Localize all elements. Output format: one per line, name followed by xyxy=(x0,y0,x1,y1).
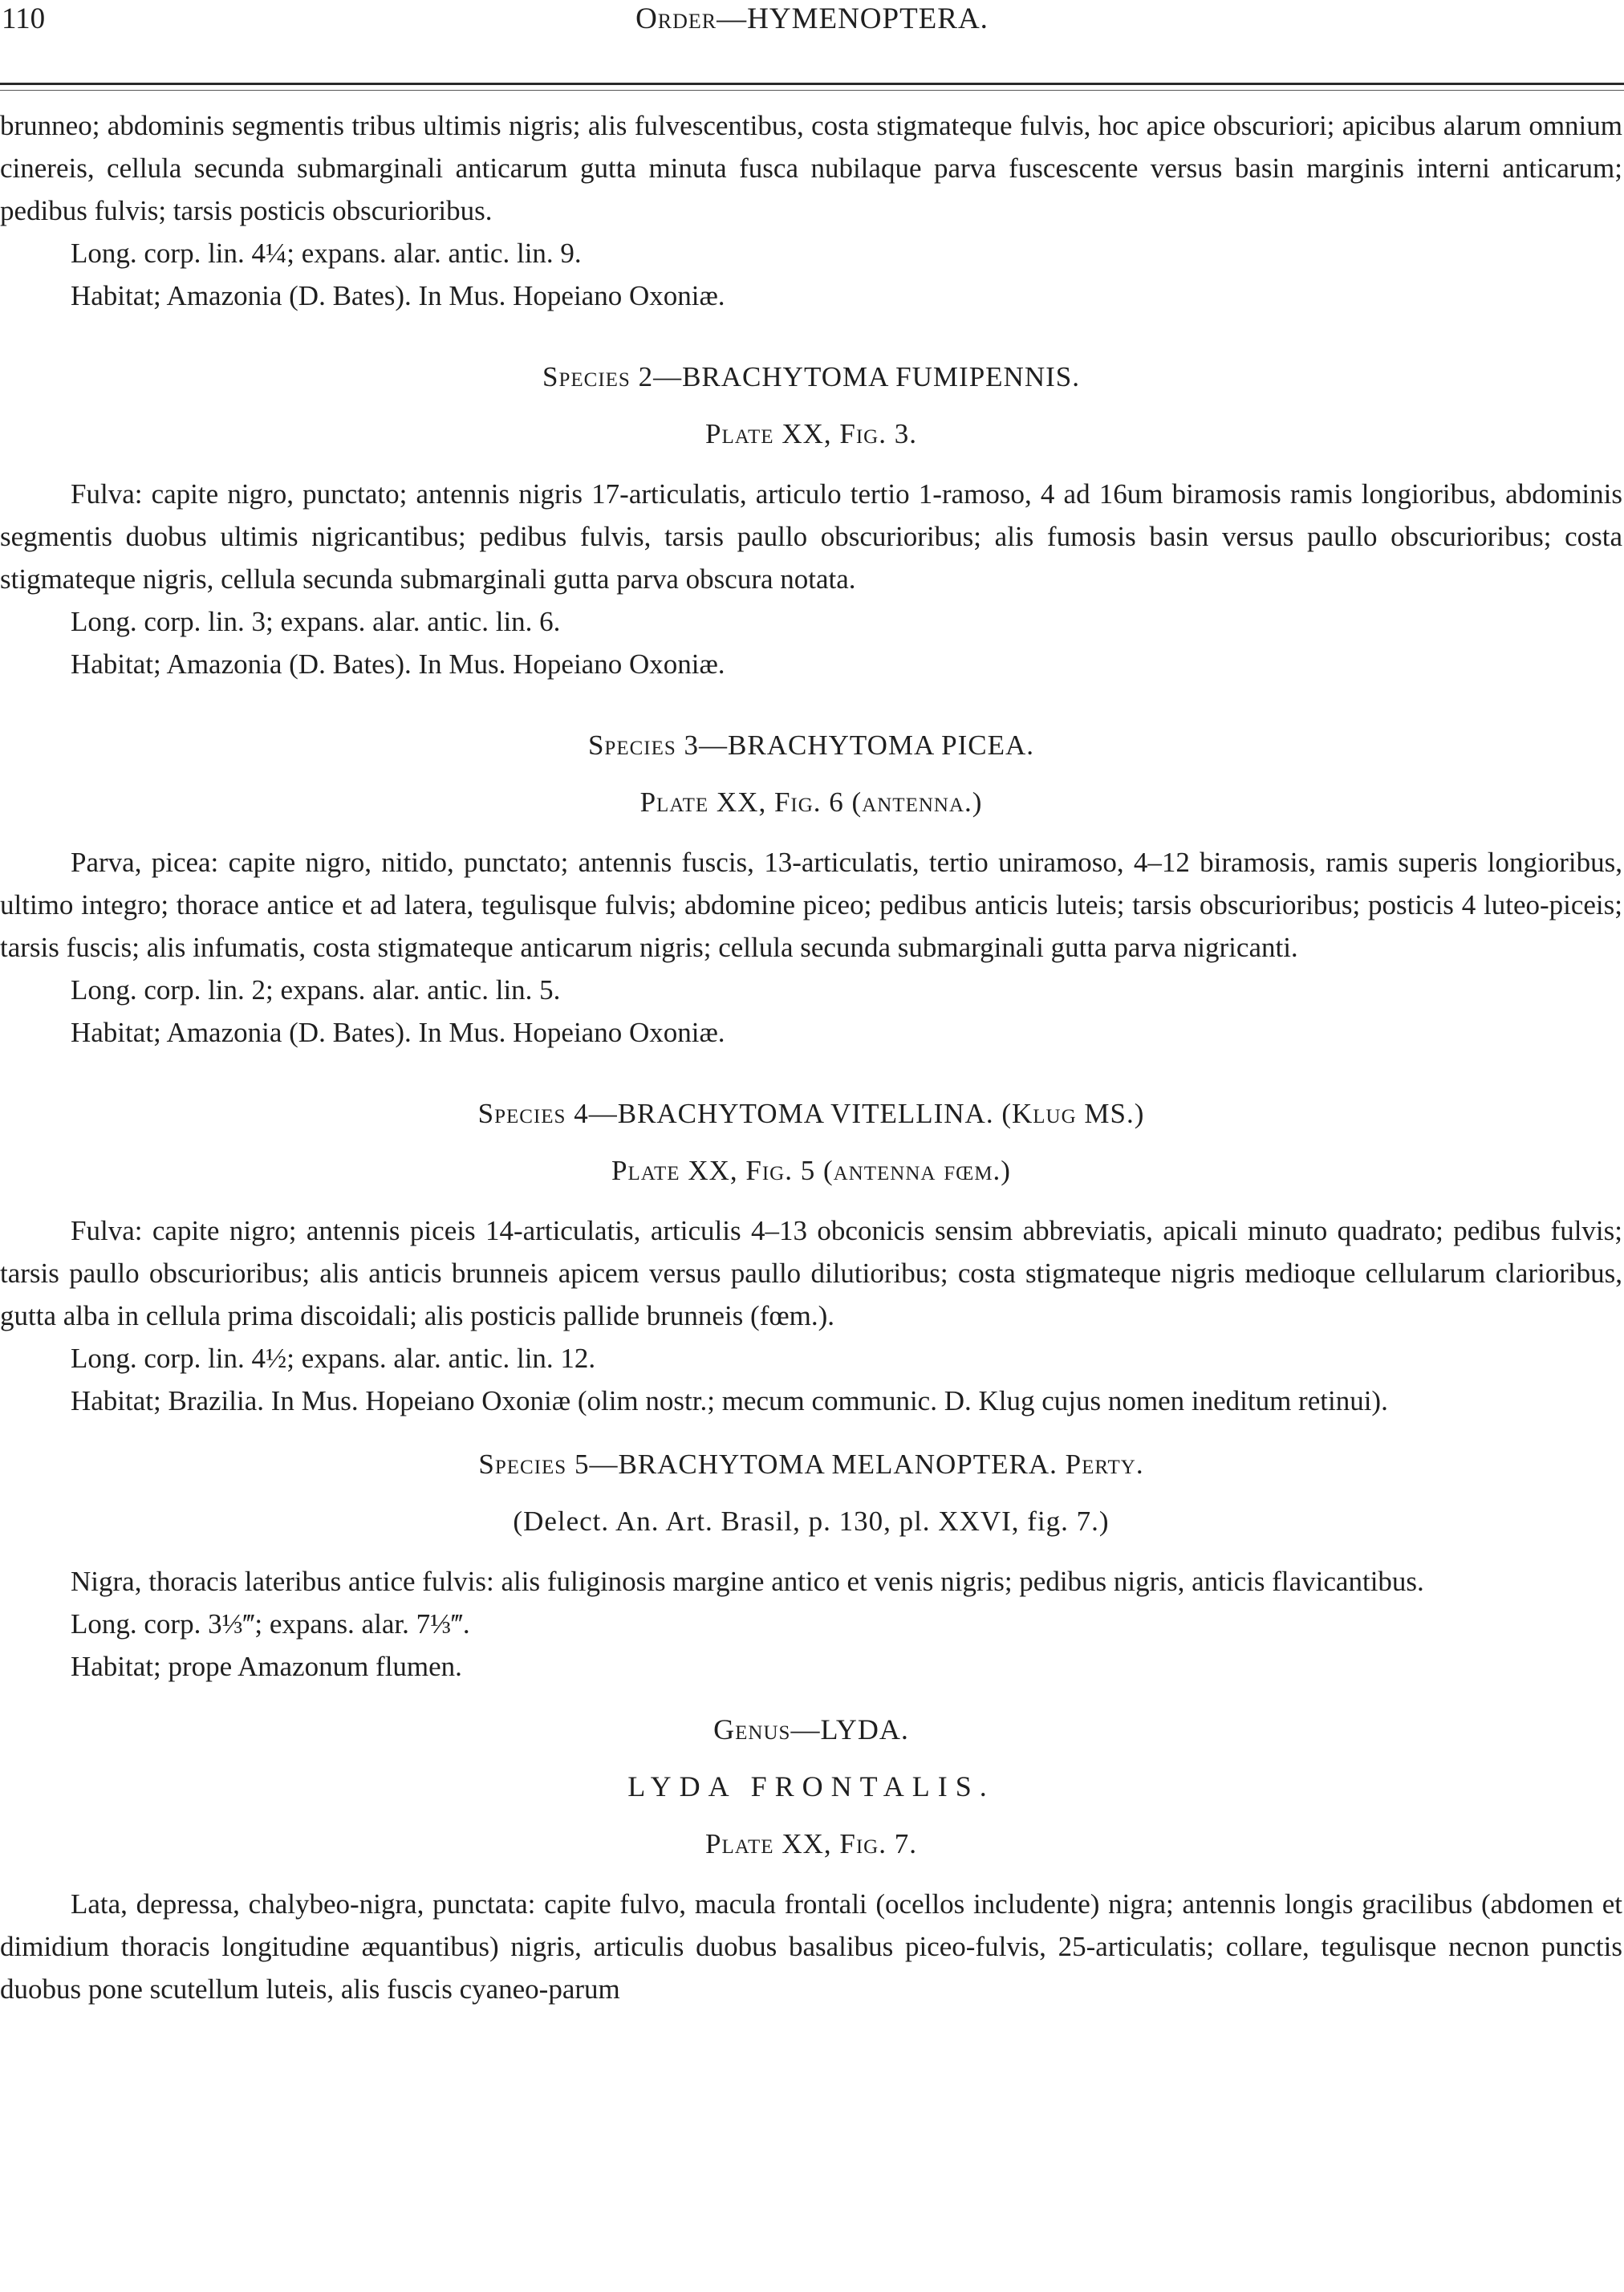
body-measurement: Long. corp. lin. 3; expans. alar. antic. lin. 6. xyxy=(71,606,561,637)
literature-reference: (Delect. An. Art. Brasil, p. 130, pl. XXVI, fig. 7.) xyxy=(513,1506,1110,1537)
body-measurement: Long. corp. lin. 4¼; expans. alar. antic. lin. 9. xyxy=(71,238,582,269)
habitat-line: Habitat; prope Amazonum flumen. xyxy=(71,1651,462,1682)
habitat-line: Habitat; Brazilia. In Mus. Hopeiano Oxoniæ (olim nostr.; mecum communic. D. Klug cujus nomen ineditum retinui). xyxy=(71,1385,1388,1416)
habitat-line: Habitat; Amazonia (D. Bates). In Mus. Hopeiano Oxoniæ. xyxy=(71,1017,725,1048)
running-head xyxy=(0,0,1624,48)
body-measurement: Long. corp. 3⅓‴; expans. alar. 7⅓‴. xyxy=(71,1608,470,1640)
body-measurement: Long. corp. lin. 2; expans. alar. antic. lin. 5. xyxy=(71,974,561,1006)
header-rule xyxy=(0,83,1624,85)
species-title: LYDA FRONTALIS. xyxy=(627,1770,995,1802)
page-body xyxy=(0,104,1622,2010)
species-description: Fulva: capite nigro; antennis piceis 14-articulatis, articulis 4–13 obconicis sensim abbreviatis, apicali minuto quadrato; pedibus fulvis; tarsis paullo obscurioribus; alis anticis brunneis apicem versus paullo dilutioribus; costa stigmateque nigris medioque cellularum clarioribus, gutta alba in cellula prima discoidali; alis posticis pallide brunneis (fœm.). xyxy=(0,1215,1622,1331)
plate-reference: Plate XX, Fig. 5 (antenna fœm.) xyxy=(611,1155,1011,1186)
page-number: 110 xyxy=(2,2,46,35)
body-measurement: Long. corp. lin. 4½; expans. alar. antic. lin. 12. xyxy=(71,1343,596,1374)
species-heading: Species 5—BRACHYTOMA MELANOPTERA. Perty. xyxy=(478,1449,1144,1480)
plate-reference: Plate XX, Fig. 3. xyxy=(705,418,917,449)
species-description: Nigra, thoracis lateribus antice fulvis: alis fuliginosis margine antico et venis nigris; pedibus nigris, anticis flavicantibus. xyxy=(71,1566,1424,1597)
species-description: Parva, picea: capite nigro, nitido, punctato; antennis fuscis, 13-articulatis, tertio uniramoso, 4–12 biramosis, ramis superis longioribus, ultimo integro; thorace antice et ad latera, tegulisque fulvis; abdomine piceo; pedibus anticis luteis; tarsis obscurioribus; posticis 4 luteo-piceis; tarsis fuscis; alis infumatis, costa stigmateque anticarum nigris; cellula secunda submarginali gutta parva nigricanti. xyxy=(0,847,1622,963)
species-heading: Species 3—BRACHYTOMA PICEA. xyxy=(587,729,1035,761)
continued-description: brunneo; abdominis segmentis tribus ultimis nigris; alis fulvescentibus, costa stigmateque fulvis, hoc apice obscuriori; apicibus alarum omnium cinereis, cellula secunda submarginali anticarum gutta minuta fusca nubilaque parva fuscescente versus basin marginis interni anticarum; pedibus fulvis; tarsis posticis obscurioribus. xyxy=(0,110,1622,226)
plate-reference: Plate XX, Fig. 7. xyxy=(705,1828,917,1859)
plate-reference: Plate XX, Fig. 6 (antenna.) xyxy=(639,786,983,818)
genus-heading: Genus—LYDA. xyxy=(713,1713,909,1745)
habitat-line: Habitat; Amazonia (D. Bates). In Mus. Hopeiano Oxoniæ. xyxy=(71,280,725,311)
habitat-line: Habitat; Amazonia (D. Bates). In Mus. Hopeiano Oxoniæ. xyxy=(71,648,725,680)
header-rule-thin xyxy=(0,90,1624,91)
species-heading: Species 4—BRACHYTOMA VITELLINA. (Klug MS.) xyxy=(477,1098,1145,1129)
species-description: Fulva: capite nigro, punctato; antennis nigris 17-articulatis, articulo tertio 1-ramoso, 4 ad 16um biramosis ramis longioribus, abdominis segmentis duobus ultimis nigricantibus; pedibus fulvis, tarsis paullo obscurioribus; alis fumosis basin versus paullo obscurioribus; costa stigmateque nigris, cellula secunda submarginali gutta parva obscura notata. xyxy=(0,478,1622,595)
species-description: Lata, depressa, chalybeo-nigra, punctata: capite fulvo, macula frontali (ocellos includente) nigra; antennis longis gracilibus (abdomen et dimidium thoracis longitudine æquantibus) nigris, articulis duobus basalibus piceo-fulvis, 25-articulatis; collare, tegulisque necnon punctis duobus pone scutellum luteis, alis fuscis cyaneo-parum xyxy=(0,1888,1622,2005)
running-title: Order—HYMENOPTERA. xyxy=(635,2,989,35)
species-heading: Species 2—BRACHYTOMA FUMIPENNIS. xyxy=(542,361,1080,392)
